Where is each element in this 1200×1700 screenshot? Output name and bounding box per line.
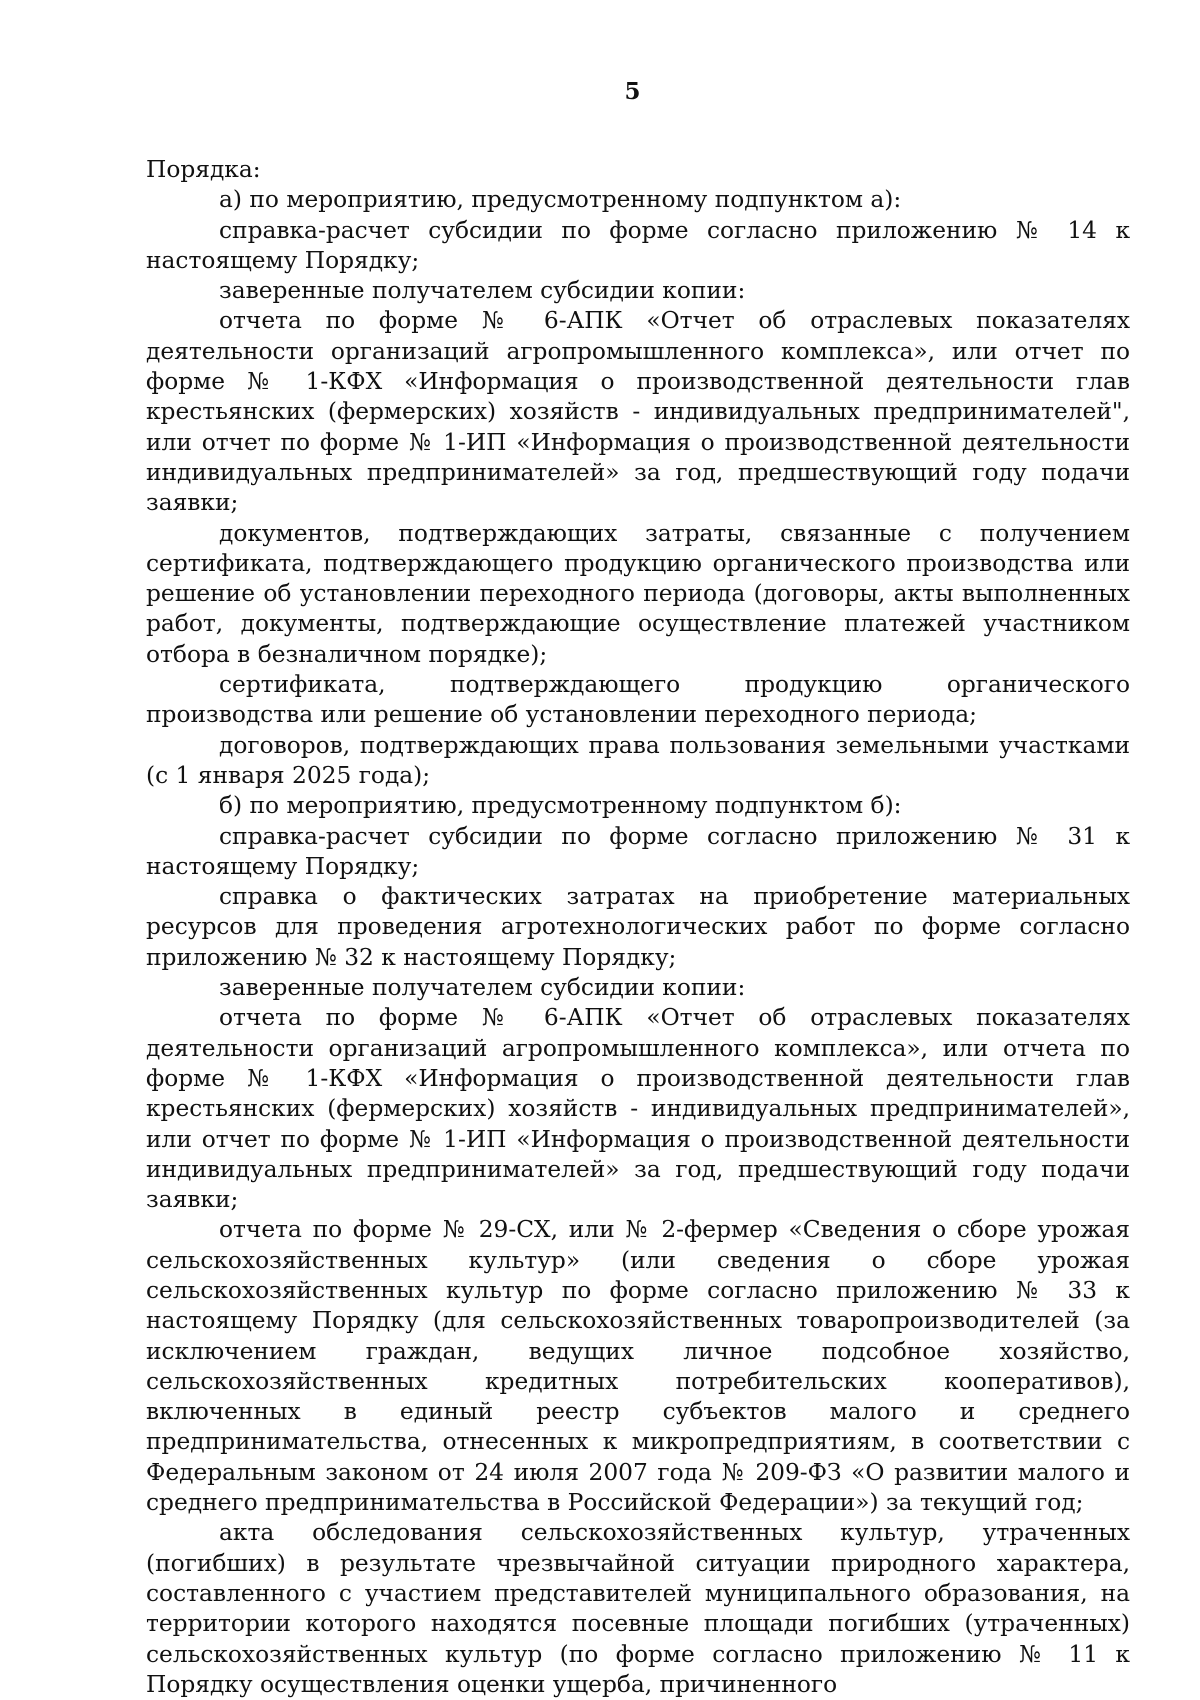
paragraph: справка о фактических затратах на приобретение материальных ресурсов для проведения агротехнологических работ по форме согласно приложению № 32 к настоящему Порядку; [146, 883, 1130, 971]
paragraph: справка-расчет субсидии по форме согласно приложению № 31 к настоящему Порядку; [146, 822, 1130, 880]
paragraph: заверенные получателем субсидии копии: [219, 974, 746, 1002]
paragraph: документов, подтверждающих затраты, связанные с получением сертификата, подтверждающего продукцию органического производства или решение об установлении переходного периода (договоры, акты выполненных работ, документы, подтверждающие осуществление платежей участником отбора в безналичном порядке); [146, 519, 1130, 668]
paragraph: договоров, подтверждающих права пользования земельными участками (с 1 января 2025 года); [146, 731, 1130, 789]
page-number: 5 [624, 78, 641, 105]
document-body [146, 155, 1130, 1700]
paragraph: отчета по форме № 6-АПК «Отчет об отраслевых показателях деятельности организаций агропромышленного комплекса», или отчет по форме № 1-КФХ «Информация о производственной деятельности глав крестьянских (фермерских) хозяйств - индивидуальных предпринимателей", или отчет по форме № 1-ИП «Информация о производственной деятельности индивидуальных предпринимателей» за год, предшествующий году подачи заявки; [146, 307, 1130, 517]
paragraph: сертификата, подтверждающего продукцию органического производства или решение об установлении переходного периода; [146, 671, 1130, 729]
paragraph: Порядка: [146, 156, 261, 183]
paragraph: справка-расчет субсидии по форме согласно приложению № 14 к настоящему Порядку; [146, 216, 1130, 274]
paragraph: б) по мероприятию, предусмотренному подпунктом б): [219, 792, 902, 820]
paragraph: отчета по форме № 6-АПК «Отчет об отраслевых показателях деятельности организаций агропромышленного комплекса», или отчета по форме № 1-КФХ «Информация о производственной деятельности глав крестьянских (фермерских) хозяйств - индивидуальных предпринимателей», или отчет по форме № 1-ИП «Информация о производственной деятельности индивидуальных предпринимателей» за год, предшествующий году подачи заявки; [146, 1004, 1130, 1214]
paragraph: акта обследования сельскохозяйственных культур, утраченных (погибших) в результате чрезвычайной ситуации природного характера, составленного с участием представителей муниципального образования, на территории которого находятся посевные площади погибших (утраченных) сельскохозяйственных культур (по форме согласно приложению № 11 к Порядку осуществления оценки ущерба, причиненного [146, 1519, 1130, 1698]
paragraph: отчета по форме № 29-СХ, или № 2-фермер «Сведения о сборе урожая сельскохозяйственных культур» (или сведения о сборе урожая сельскохозяйственных культур по форме согласно приложению № 33 к настоящему Порядку (для сельскохозяйственных товаропроизводителей (за исключением граждан, ведущих личное подсобное хозяйство, сельскохозяйственных кредитных потребительских кооперативов), включенных в единый реестр субъектов малого и среднего предпринимательства, отнесенных к микропредприятиям, в соответствии с Федеральным законом от 24 июля 2007 года № 209-ФЗ «О развитии малого и среднего предпринимательства в Российской Федерации») за текущий год; [146, 1216, 1130, 1517]
paragraph: а) по мероприятию, предусмотренному подпунктом а): [219, 186, 902, 214]
paragraph: заверенные получателем субсидии копии: [219, 277, 746, 305]
